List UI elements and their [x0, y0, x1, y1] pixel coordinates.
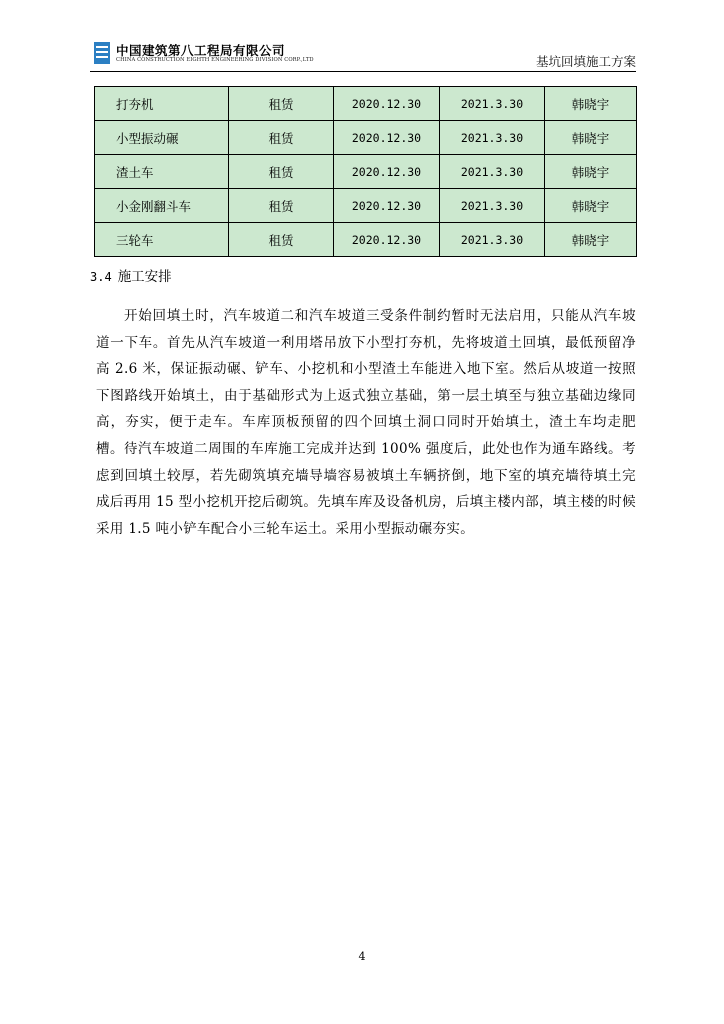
- equipment-name: 小型振动碾: [95, 121, 229, 155]
- equipment-source: 租赁: [229, 189, 334, 223]
- responsible-person: 韩晓宇: [545, 223, 637, 257]
- table-row: [95, 189, 637, 223]
- start-date: 2020.12.30: [334, 121, 440, 155]
- equipment-source: 租赁: [229, 87, 334, 121]
- equipment-source: 租赁: [229, 223, 334, 257]
- company-name-cn: 中国建筑第八工程局有限公司: [116, 43, 286, 58]
- responsible-person: 韩晓宇: [545, 189, 637, 223]
- section-heading: [90, 265, 172, 285]
- end-date: 2021.3.30: [440, 189, 545, 223]
- equipment-name: 渣土车: [95, 155, 229, 189]
- start-date: 2020.12.30: [334, 155, 440, 189]
- section-number: 3.4: [90, 270, 112, 284]
- section-body: 开始回填土时，汽车坡道二和汽车坡道三受条件制约暂时无法启用，只能从汽车坡道一下车。首先从汽车坡道一利用塔吊放下小型打夯机，先将坡道土回填，最低预留净高 2.6 米，保证振动碾、铲车、小挖机和小型渣土车能进入地下室。然后从坡道一按照下图路线开始填土，由于基础形式为上返式独立基础，第一层土填至与独立基础边缘同高，夯实，便于走车。车库顶板预留的四个回填土洞口同时开始填土，渣土车均走肥槽。待汽车坡道二周围的车库施工完成并达到 100% 强度后，此处也作为通车路线。考虑到回填土较厚，若先砌筑填充墙导墙容易被填土车辆挤倒，地下室的填充墙待填土完成后再用 15 型小挖机开挖后砌筑。先填车库及设备机房，后填主楼内部，填主楼的时候采用 1.5 吨小铲车配合小三轮车运土。采用小型振动碾夯实。: [96, 308, 636, 537]
- start-date: 2020.12.30: [334, 189, 440, 223]
- table-row: [95, 121, 637, 155]
- table-row: [95, 87, 637, 121]
- page-header: [90, 38, 636, 72]
- equipment-table: [94, 86, 637, 257]
- table-row: [95, 155, 637, 189]
- equipment-source: 租赁: [229, 121, 334, 155]
- cscec-logo-icon: [94, 42, 110, 64]
- equipment-name: 小金刚翻斗车: [95, 189, 229, 223]
- end-date: 2021.3.30: [440, 155, 545, 189]
- responsible-person: 韩晓宇: [545, 87, 637, 121]
- end-date: 2021.3.30: [440, 121, 545, 155]
- table-row: [95, 223, 637, 257]
- end-date: 2021.3.30: [440, 223, 545, 257]
- start-date: 2020.12.30: [334, 87, 440, 121]
- start-date: 2020.12.30: [334, 223, 440, 257]
- header-divider: [90, 71, 636, 72]
- responsible-person: 韩晓宇: [545, 155, 637, 189]
- equipment-source: 租赁: [229, 155, 334, 189]
- equipment-name: 三轮车: [95, 223, 229, 257]
- document-title: 基坑回填施工方案: [535, 54, 636, 69]
- company-name-en: CHINA CONSTRUCTION EIGHTH ENGINEERING DIVISION CORP.,LTD: [116, 57, 314, 63]
- end-date: 2021.3.30: [440, 87, 545, 121]
- page-number: 4: [358, 950, 366, 963]
- section-title: 施工安排: [117, 269, 172, 285]
- equipment-name: 打夯机: [95, 87, 229, 121]
- responsible-person: 韩晓宇: [545, 121, 637, 155]
